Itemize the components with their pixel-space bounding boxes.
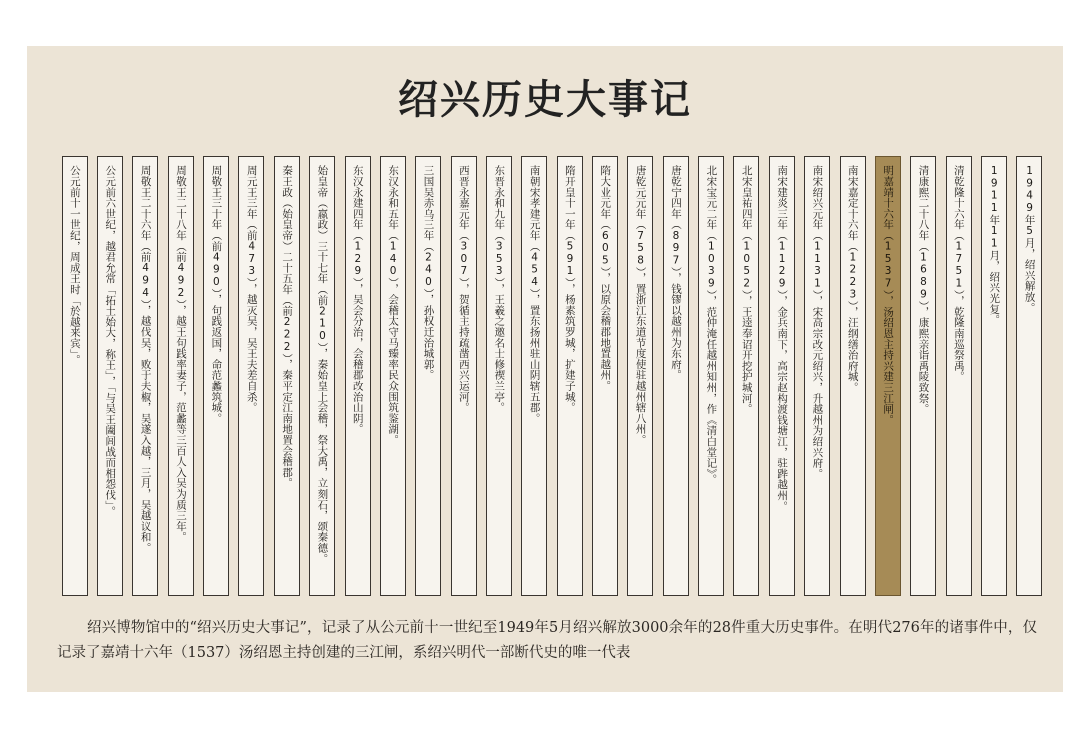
- event-text: 北宋皇祐四年（1052），王逵奉诏开挖护城河。: [740, 165, 753, 415]
- event-text: 西晋永嘉元年（307），贺循主持疏凿西兴运河。: [457, 165, 470, 413]
- event-strip: [875, 156, 901, 596]
- event-strip: [97, 156, 123, 596]
- event-strip: [132, 156, 158, 596]
- event-text: 南宋绍兴元年（1131），宋高宗改元绍兴，升越州为绍兴府。: [811, 165, 824, 479]
- event-strips: [57, 156, 1047, 600]
- event-strip: [981, 156, 1007, 596]
- event-strip: [557, 156, 583, 596]
- event-strip: [486, 156, 512, 596]
- event-text: 唐乾元元年（758），置浙江东道节度使驻越州辖八州。: [634, 165, 647, 446]
- event-text: 周敬王三十年（前490），句践返国，命范蠡筑城。: [210, 165, 223, 424]
- event-strip: [733, 156, 759, 596]
- event-text: 始皇帝（嬴政）三十七年（前210），秦始皇上会稽，祭大禹，立刻石，颂秦德。: [316, 165, 329, 564]
- event-strip: [238, 156, 264, 596]
- event-strip: [1016, 156, 1042, 596]
- event-text: 清乾隆十六年（1751），乾隆南巡祭禹。: [952, 165, 965, 382]
- event-strip: [345, 156, 371, 596]
- event-strip: [698, 156, 724, 596]
- event-strip: [592, 156, 618, 596]
- page-title: 绍兴历史大事记: [398, 76, 692, 123]
- poster-panel: [27, 46, 1063, 692]
- event-text: 公元前十一世纪，周成王时「於越来宾」。: [68, 165, 81, 365]
- event-strip: [451, 156, 477, 596]
- event-strip: [168, 156, 194, 596]
- event-text: 南朝宋孝建元年（454），置东扬州驻山阴辖五郡。: [528, 165, 541, 424]
- event-text: 东晋永和九年（353），王羲之邀名士修禊兰亭。: [493, 165, 506, 413]
- event-text: 隋大业元年（605），以原会稽郡地置越州。: [599, 165, 612, 392]
- event-text: 唐乾宁四年（897），钱镠以越州为东府。: [670, 165, 682, 381]
- event-strip: [804, 156, 830, 596]
- event-strip: [415, 156, 441, 596]
- event-strip: [946, 156, 972, 596]
- event-strip: [840, 156, 866, 596]
- caption-text: 绍兴博物馆中的“绍兴历史大事记”，记录了从公元前十一世纪至1949年5月绍兴解放3000余年的28件重大历史事件。在明代276年的诸事件中，仅记录了嘉靖十六年（1537）汤绍恩主持创建的三江闸，系绍兴明代一部断代史的唯一代表: [57, 620, 1037, 661]
- event-strip: [62, 156, 88, 596]
- event-strip: [274, 156, 300, 596]
- event-strip: [203, 156, 229, 596]
- event-text: 周元王三年（前473），越灭吴，吴王夫差自杀。: [245, 165, 258, 413]
- event-text: 东汉永和五年（140），会稽太守马臻率民众围筑鉴湖。: [387, 165, 400, 446]
- event-text: 秦王政（始皇帝）二十五年（前222），秦平定江南地置会稽郡。: [281, 165, 294, 489]
- event-strip: [309, 156, 335, 596]
- event-strip: [769, 156, 795, 596]
- event-strip: [627, 156, 653, 596]
- event-text: 隋开皇十一年（591），杨素筑罗城，扩建子城。: [563, 165, 576, 413]
- event-text: 周敬王二十六年（前494），越伐吴，败于夫椒，吴遂入越，三月，吴越议和。: [139, 165, 152, 554]
- event-text: 周敬王二十八年（前492），越王句践率妻子，范蠡等三百人入吴为质三年。: [175, 165, 187, 543]
- event-text: 南宋建炎三年（1129），金兵南下，高宗赵构渡钱塘江，驻跸越州。: [776, 165, 789, 512]
- event-text: 南宋嘉定十六年（1223），汪纲缮治府城。: [846, 165, 859, 393]
- event-strip: [663, 156, 689, 596]
- event-text: 东汉永建四年（129），吴会分治，会稽郡改治山阴。: [351, 165, 364, 435]
- event-text: 三国吴赤乌三年（240），孙权迁治城郭。: [422, 165, 435, 381]
- event-text: 北宋宝元二年（1039），范仲淹任越州知州，作《清白堂记》。: [705, 165, 718, 485]
- event-text: 1911年11月，绍兴光复。: [988, 165, 1001, 326]
- event-text: 明嘉靖十六年（1537），汤绍恩主持兴建三江闸。: [882, 165, 895, 425]
- event-strip: [380, 156, 406, 596]
- event-text: 1949年5月，绍兴解放。: [1023, 165, 1036, 313]
- event-strip: [910, 156, 936, 596]
- event-text: 公元前六世纪，越君允常「拓土始大，称王」，「与吴王阖闾战而相怨伐」。: [104, 165, 117, 517]
- event-strip: [521, 156, 547, 596]
- event-text: 清康熙二十八年（1689），康熙亲诣禹陵致祭。: [917, 165, 930, 415]
